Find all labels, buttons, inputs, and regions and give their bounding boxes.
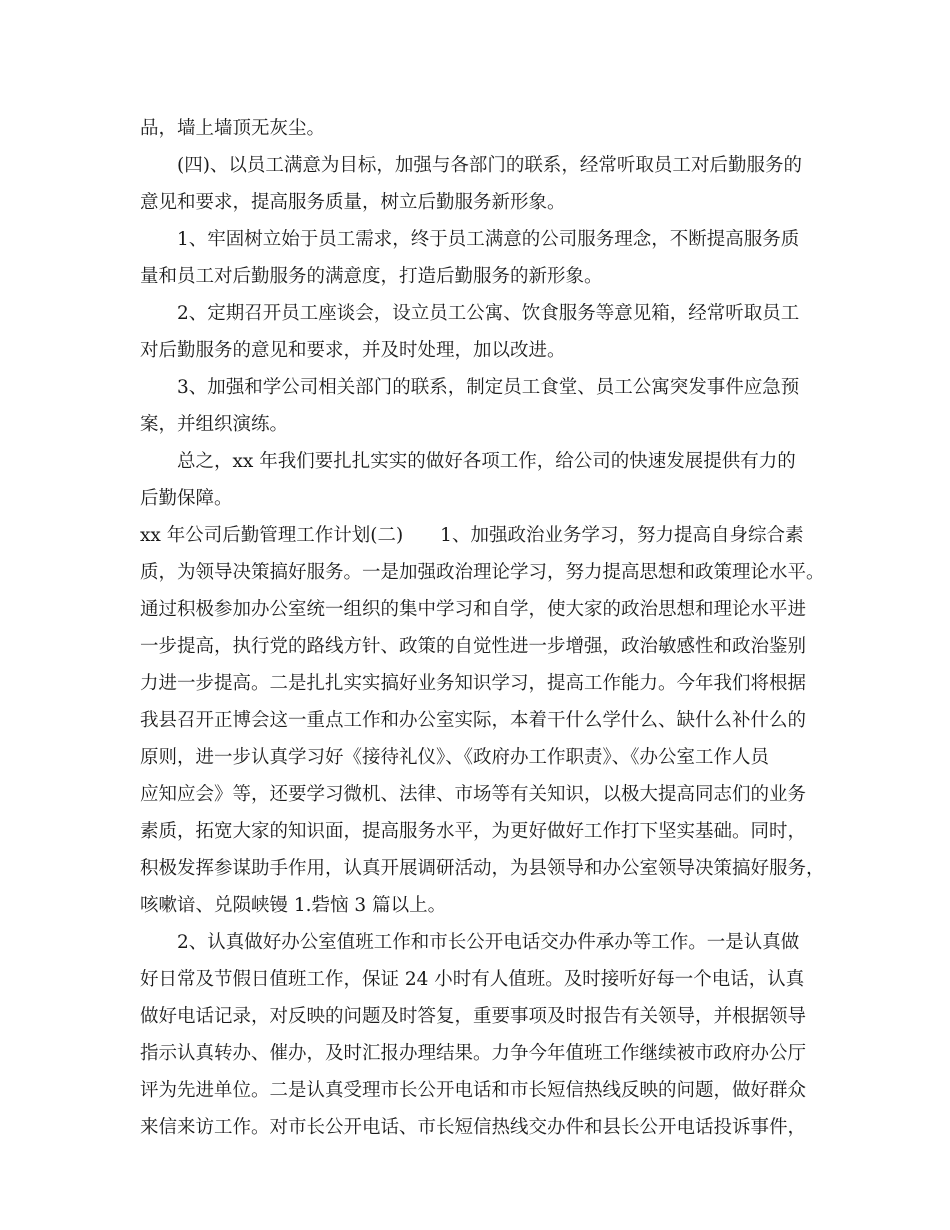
text-line: 原则，进一步认真学习好《接待礼仪》、《政府办工作职责》、《办公室工作人员 <box>140 747 770 768</box>
text-line: 积极发挥参谋助手作用，认真开展调研活动，为县领导和办公室领导决策搞好服务， <box>140 858 825 879</box>
text-line: 好日常及节假日值班工作，保证 24 小时有人值班。及时接听好每一个电话，认真 <box>140 969 805 990</box>
text-line: (四)、以员工满意为目标，加强与各部门的联系，经常听取员工对后勤服务的 <box>177 155 802 176</box>
text-line: 质，为领导决策搞好服务。一是加强政治理论学习，努力提高思想和政策理论水平。 <box>140 562 825 583</box>
text-line: 1、牢固树立始于员工需求，终于员工满意的公司服务理念，不断提高服务质 <box>177 229 800 250</box>
text-line: 做好电话记录，对反映的问题及时答复，重要事项及时报告有关领导，并根据领导 <box>140 1006 807 1027</box>
text-line: 案，并组织演练。 <box>140 414 289 435</box>
text-line: 来信来访工作。对市长公开电话、市长短信热线交办件和县长公开电话投诉事件， <box>140 1117 807 1138</box>
text-line: 应知应会》等，还要学习微机、法律、市场等有关知识，以极大提高同志们的业务 <box>140 784 807 805</box>
text-line: 评为先进单位。二是认真受理市长公开电话和市长短信热线反映的问题，做好群众 <box>140 1080 807 1101</box>
text-line: 指示认真转办、催办，及时汇报办理结果。力争今年值班工作继续被市政府办公厅 <box>140 1043 807 1064</box>
text-line: 品，墙上墙顶无灰尘。 <box>140 118 326 139</box>
text-line: 我县召开正博会这一重点工作和办公室实际，本着干什么学什么、缺什么补什么的 <box>140 710 807 731</box>
text-line: 对后勤服务的意见和要求，并及时处理，加以改进。 <box>140 340 566 361</box>
document-body <box>140 110 830 1146</box>
text-line: 后勤保障。 <box>140 488 233 509</box>
text-line: 通过积极参加办公室统一组织的集中学习和自学，使大家的政治思想和理论水平进 <box>140 599 807 620</box>
text-line: 一步提高，执行党的路线方针、政策的自觉性进一步增强，政治敏感性和政治鉴别 <box>140 636 807 657</box>
text-line: 量和员工对后勤服务的满意度，打造后勤服务的新形象。 <box>140 266 603 287</box>
text-line: 意见和要求，提高服务质量，树立后勤服务新形象。 <box>140 192 566 213</box>
text-line: 咳嗽谙、兑陨峡镘 1.砦恼 3 篇以上。 <box>140 895 447 916</box>
text-line: 3、加强和学公司相关部门的联系，制定员工食堂、员工公寓突发事件应急预 <box>177 377 800 398</box>
text-line: 素质，拓宽大家的知识面，提高服务水平，为更好做好工作打下坚实基础。同时， <box>140 821 807 842</box>
text-line: 2、认真做好办公室值班工作和市长公开电话交办件承办等工作。一是认真做 <box>177 932 800 953</box>
text-line: 2、定期召开员工座谈会，设立员工公寓、饮食服务等意见箱，经常听取员工 <box>177 303 800 324</box>
text-line: 力进一步提高。二是扎扎实实搞好业务知识学习，提高工作能力。今年我们将根据 <box>140 673 807 694</box>
text-line: xx 年公司后勤管理工作计划(二) 1、加强政治业务学习，努力提高自身综合素 <box>140 525 804 546</box>
text-line: 总之，xx 年我们要扎扎实实的做好各项工作，给公司的快速发展提供有力的 <box>177 451 796 472</box>
